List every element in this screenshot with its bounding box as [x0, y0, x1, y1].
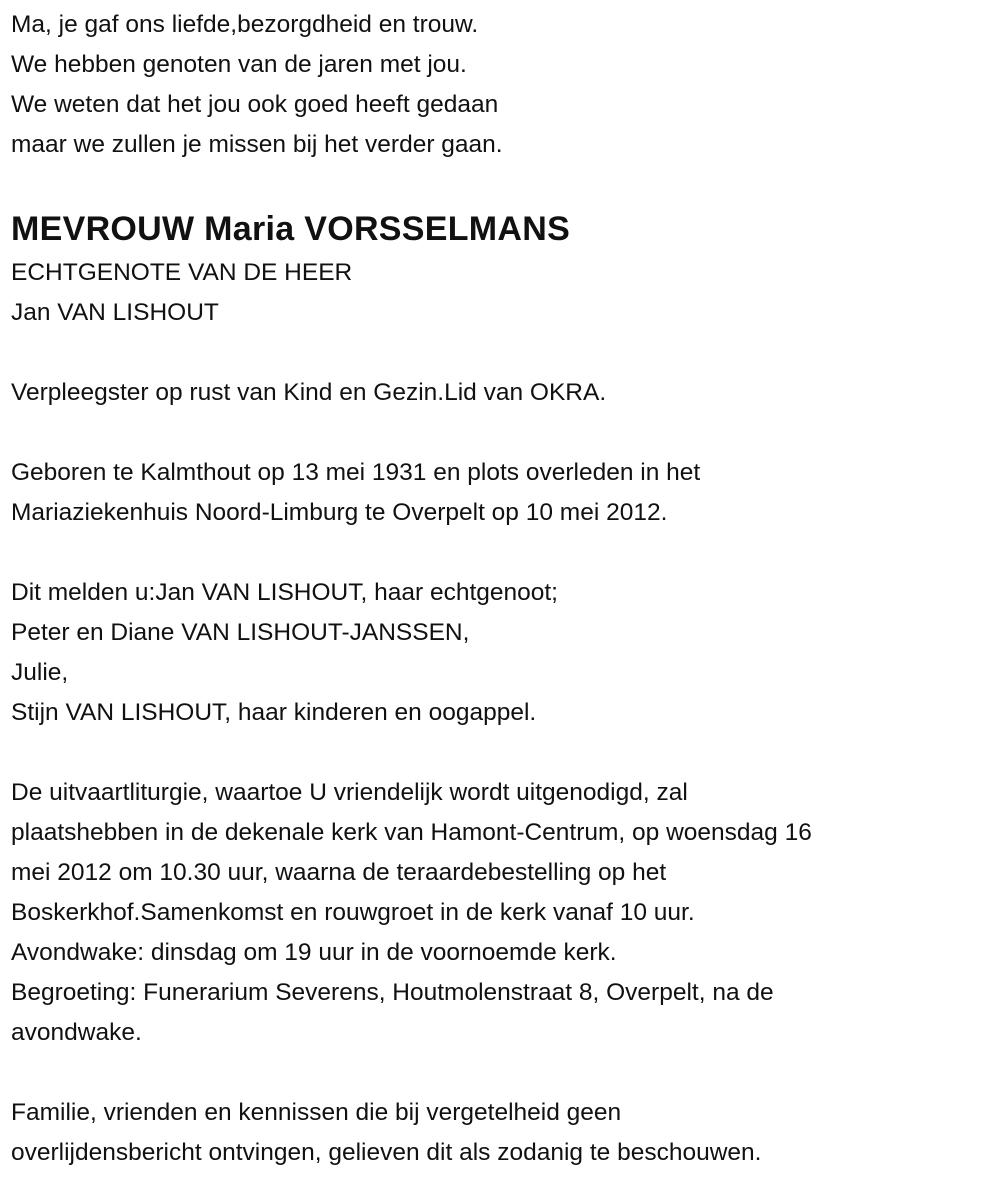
poem-line: Ma, je gaf ons liefde,bezorgdheid en trouw.: [11, 11, 479, 38]
spacer: [11, 733, 1000, 773]
funeral-line: mei 2012 om 10.30 uur, waarna de teraardebestelling op het: [11, 859, 667, 886]
closing-note: [11, 1093, 1000, 1173]
closing-line: Familie, vrienden en kennissen die bij vergetelheid geen: [11, 1099, 622, 1126]
funeral-line: avondwake.: [11, 1019, 142, 1046]
family-line: Stijn VAN LISHOUT, haar kinderen en oogappel.: [11, 699, 537, 726]
deceased-name-title: MEVROUW Maria VORSSELMANS: [11, 210, 571, 248]
poem-line: We hebben genoten van de jaren met jou.: [11, 51, 467, 78]
spacer: [11, 165, 1000, 205]
birth-death-line: Mariaziekenhuis Noord-Limburg te Overpelt op 10 mei 2012.: [11, 499, 668, 526]
closing-line: overlijdensbericht ontvingen, gelieven dit als zodanig te beschouwen.: [11, 1139, 762, 1166]
funeral-line: De uitvaartliturgie, waartoe U vriendelijk wordt uitgenodigd, zal: [11, 779, 688, 806]
funeral-details: [11, 773, 1000, 1053]
spouse-info: [11, 253, 1000, 333]
spacer: [11, 533, 1000, 573]
family-line: Peter en Diane VAN LISHOUT-JANSSEN,: [11, 619, 470, 646]
birth-death-info: [11, 453, 1000, 533]
family-line: Dit melden u:Jan VAN LISHOUT, haar echtgenoot;: [11, 579, 558, 606]
spouse-line: Jan VAN LISHOUT: [11, 299, 219, 326]
spacer: [11, 1053, 1000, 1093]
funeral-line: Avondwake: dinsdag om 19 uur in de voornoemde kerk.: [11, 939, 617, 966]
funeral-line: plaatshebben in de dekenale kerk van Hamont-Centrum, op woensdag 16: [11, 819, 812, 846]
poem-line: We weten dat het jou ook goed heeft gedaan: [11, 91, 499, 118]
occupation: Verpleegster op rust van Kind en Gezin.Lid van OKRA.: [11, 379, 607, 406]
poem: [11, 5, 1000, 165]
birth-death-line: Geboren te Kalmthout op 13 mei 1931 en plots overleden in het: [11, 459, 701, 486]
spouse-line: ECHTGENOTE VAN DE HEER: [11, 259, 353, 286]
funeral-line: Boskerkhof.Samenkomst en rouwgroet in de kerk vanaf 10 uur.: [11, 899, 695, 926]
spacer: [11, 413, 1000, 453]
family-announcement: [11, 573, 1000, 733]
funeral-line: Begroeting: Funerarium Severens, Houtmolenstraat 8, Overpelt, na de: [11, 979, 774, 1006]
family-line: Julie,: [11, 659, 69, 686]
poem-line: maar we zullen je missen bij het verder gaan.: [11, 131, 503, 158]
spacer: [11, 333, 1000, 373]
